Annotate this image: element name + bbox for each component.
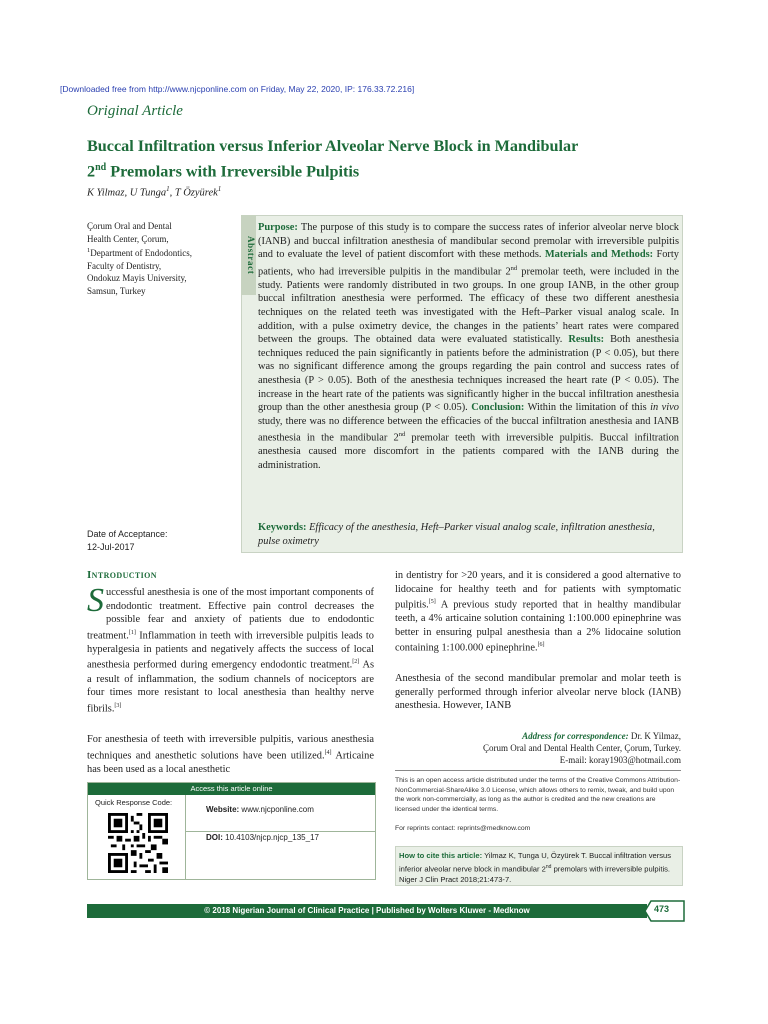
affil-line: Ondokuz Mayis University, bbox=[87, 273, 187, 284]
abstract-methods-cont: premolar teeth, were included in the study. Patients were randomly distributed in two groups. In one group IANB, in the other group buccal infiltration anesthesia were performed. The efficacy of these two different anesthesia techniques on the related teeth was investigated with the Heft–Parker visual analog scale. In addition, with a pulse oximetry device, the changes in the patients’ heart rates were compared between the groups. The obtained data were evaluated statistically. bbox=[258, 266, 680, 346]
intro-text: As a result of inflammation, the sodium channels of nociceptors are four times more resistant to local anesthesia than healthy nerve fibrils. bbox=[87, 659, 374, 715]
how-to-cite bbox=[399, 851, 679, 885]
affil-text: Department of Endodontics, bbox=[90, 248, 192, 259]
abstract-sup: nd bbox=[398, 431, 406, 439]
website-label: Website: bbox=[206, 805, 240, 814]
how-to-cite-text: Yilmaz K, Tunga U, Özyürek T. Buccal infiltration versus inferior alveolar nerve block in mandibular 2 bbox=[399, 851, 672, 874]
article-title bbox=[87, 136, 687, 182]
website-line bbox=[206, 805, 314, 814]
affil-sup: 1 bbox=[87, 247, 91, 255]
abstract-results-heading: Results: bbox=[568, 334, 605, 346]
citation-link[interactable]: [3] bbox=[114, 702, 122, 709]
abstract-text bbox=[258, 221, 679, 473]
correspondence-email[interactable]: E-mail: koray1903@hotmail.com bbox=[559, 755, 681, 765]
intro-paragraph-1 bbox=[87, 582, 374, 716]
how-to-cite-text-cont: premolars with irreversible pulpitis. Niger J Clin Pract 2018;21:473-7. bbox=[399, 864, 671, 884]
citation-link[interactable]: [4] bbox=[324, 749, 332, 756]
intro-paragraph-3 bbox=[395, 569, 681, 656]
drop-cap: S bbox=[87, 582, 104, 619]
divider bbox=[395, 770, 681, 771]
doi-line bbox=[206, 833, 319, 842]
license-text: This is an open access article distributed under the terms of the Creative Commons Attribution-NonCommercial-ShareAlike 3.0 License, which allows others to remix, tweak, and build upon the work non-commercially, as long as the author is credited and the new creations are licensed under the identical terms. bbox=[395, 777, 681, 813]
correspondence bbox=[395, 730, 681, 766]
download-banner[interactable]: [Downloaded free from http://www.njcponline.com on Friday, May 22, 2020, IP: 176.33.72.216] bbox=[60, 84, 415, 94]
abstract-methods: Forty patients, who had irreversible pulpitis in the mandibular 2 bbox=[258, 249, 679, 278]
title-line-2-sup: nd bbox=[95, 162, 107, 173]
acceptance-date bbox=[87, 528, 168, 554]
affil-line: Samsun, Turkey bbox=[87, 285, 146, 296]
author-2: , T Özyürek bbox=[169, 187, 218, 199]
correspondence-label: Address for correspondence: bbox=[522, 731, 629, 741]
how-to-cite-sup: nd bbox=[545, 863, 552, 870]
intro-text: Inflammation in teeth with irreversible pulpitis leads to hyperalgesia in patients and negatively affects the success of local anesthesia performed during emergency endodontic treatment. bbox=[87, 630, 374, 671]
abstract-conclusion-end: premolar teeth with irreversible pulpitis. Buccal infiltration anesthesia caused more discomfort in the patients compared with the IANB during the administration. bbox=[258, 432, 679, 472]
intro-paragraph-2 bbox=[87, 733, 374, 776]
reprints-contact[interactable]: For reprints contact: reprints@medknow.com bbox=[395, 825, 531, 832]
doi-link[interactable]: 10.4103/njcp.njcp_135_17 bbox=[222, 833, 319, 842]
author-1-affil: 1 bbox=[166, 185, 170, 193]
author-list bbox=[87, 185, 221, 199]
author-1: K Yilmaz, U Tunga bbox=[87, 187, 167, 199]
title-line-1: Buccal Infiltration versus Inferior Alveolar Nerve Block in Mandibular bbox=[87, 137, 579, 155]
access-divider bbox=[185, 795, 186, 879]
how-to-cite-label: How to cite this article: bbox=[399, 851, 483, 860]
affiliations bbox=[87, 220, 237, 298]
intro-text: For anesthesia of teeth with irreversible pulpitis, various anesthesia techniques and anesthetic solutions have been utilized. bbox=[87, 734, 374, 762]
abstract-conclusion-cont: study, there was no difference between the efficacies of the buccal infiltration anesthesia and IANB anesthesia in the mandibular 2 bbox=[258, 415, 679, 444]
abstract-sup: nd bbox=[510, 264, 518, 272]
correspondence-name: Dr. K Yilmaz, bbox=[628, 731, 681, 741]
keywords bbox=[258, 521, 679, 548]
intro-paragraph-4: Anesthesia of the second mandibular premolar and molar teeth is generally performed through inferior alveolar nerve block (IANB) anesthesia. However, IANB bbox=[395, 673, 681, 712]
correspondence-address: Çorum Oral and Dental Health Center, Çorum, Turkey. bbox=[482, 743, 681, 753]
access-header: Access this article online bbox=[88, 783, 375, 795]
citation-link[interactable]: [2] bbox=[352, 659, 360, 666]
keywords-label: Keywords: bbox=[258, 522, 307, 533]
citation-link[interactable]: [6] bbox=[537, 642, 545, 649]
website-link[interactable]: www.njcponline.com bbox=[239, 805, 314, 814]
article-type: Original Article bbox=[87, 103, 183, 119]
affil-line: Faculty of Dentistry, bbox=[87, 260, 162, 271]
affil-line: Çorum Oral and Dental bbox=[87, 221, 172, 231]
introduction-heading: Introduction bbox=[87, 569, 157, 581]
abstract-results: Both anesthesia techniques reduced the pain significantly in patients before the administration (P < 0.05), but there was no significant difference among the groups regarding the pain control and success rates of anesthesia (P > 0.05). Both of the anesthesia techniques increased the heart rate (P < 0.05). The increase in the heart rate of the patients was significantly higher in the buccal infiltration anesthesia group than the other anesthesia group (P < 0.05). bbox=[258, 334, 679, 414]
abstract-in-vivo: in vivo bbox=[650, 402, 679, 414]
intro-text: in dentistry for >20 years, and it is considered a good alternative to lidocaine for healthy teeth and for patients with symptomatic pulpitis. bbox=[395, 570, 681, 611]
qr-code-icon[interactable] bbox=[108, 813, 168, 873]
author-2-affil: 1 bbox=[217, 185, 222, 193]
abstract-label: Abstract bbox=[246, 235, 256, 275]
acceptance-value: 12-Jul-2017 bbox=[87, 542, 135, 552]
citation-link[interactable]: [1] bbox=[128, 629, 136, 636]
abstract-methods-heading: Materials and Methods: bbox=[544, 249, 654, 261]
acceptance-label: Date of Acceptance: bbox=[87, 529, 168, 539]
journal-footer: © 2018 Nigerian Journal of Clinical Practice | Published by Wolters Kluwer - Medknow bbox=[87, 904, 647, 918]
title-line-2-post: Premolars with Irreversible Pulpitis bbox=[106, 162, 360, 181]
access-divider-horizontal bbox=[186, 831, 375, 832]
doi-label: DOI: bbox=[206, 833, 223, 842]
title-line-2-pre: 2 bbox=[87, 162, 96, 181]
citation-link[interactable]: [5] bbox=[428, 599, 436, 606]
abstract-purpose-heading: Purpose: bbox=[258, 222, 298, 233]
qr-label: Quick Response Code: bbox=[95, 798, 173, 807]
abstract-conclusion: Within the limitation of this bbox=[524, 402, 651, 414]
intro-text: A previous study reported that in healthy mandibular teeth, a 4% articaine solution containing 1:100.000 epinephrine was better in ensuring pulpal anesthesia than a 2% lidocaine solution containing 1:100.000 epinephrine. bbox=[395, 599, 681, 654]
page-number: 473 bbox=[654, 904, 670, 914]
affil-line bbox=[87, 245, 237, 260]
abstract-tab bbox=[241, 215, 256, 295]
abstract-conclusion-heading: Conclusion: bbox=[471, 402, 525, 414]
intro-text: uccessful anesthesia is one of the most important components of endodontic treatment. Effective pain control decreases the possible fear and anxiety of patients due to endodontic treatment. bbox=[87, 587, 374, 642]
intro-text: Articaine has been used as a local anesthetic bbox=[87, 750, 374, 775]
abstract-purpose: The purpose of this study is to compare the success rates of inferior alveolar nerve block (IANB) and buccal infiltration anesthesia of mandibular second premolar with irreversible pulpitis and to evaluate the level of patient discomfort with these methods. bbox=[258, 222, 679, 261]
keywords-list: Efficacy of the anesthesia, Heft–Parker visual analog scale, infiltration anesthesia, pulse oximetry bbox=[258, 522, 655, 547]
access-article-box bbox=[87, 782, 376, 880]
affil-line: Health Center, Çorum, bbox=[87, 233, 169, 244]
